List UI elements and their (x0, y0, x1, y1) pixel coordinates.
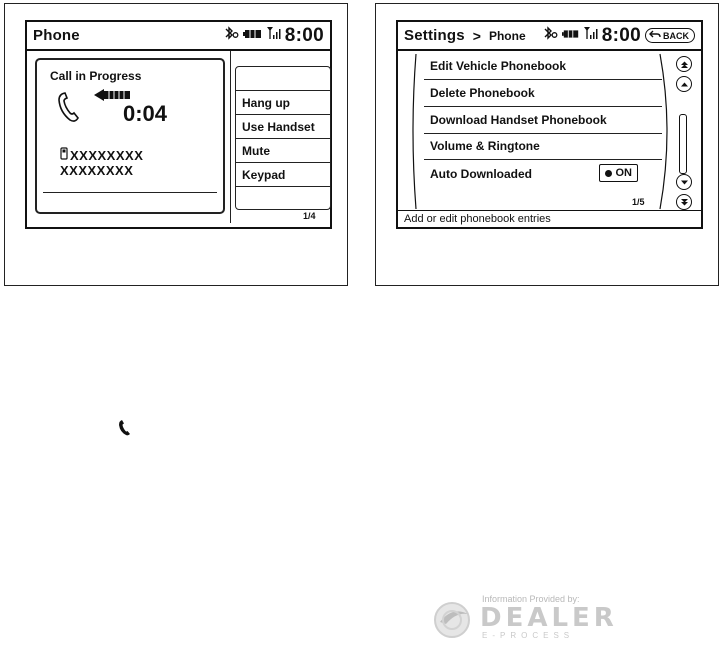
watermark (432, 594, 632, 642)
vertical-divider (230, 51, 231, 223)
watermark-brand: DEALER (480, 603, 618, 633)
call-info-box (35, 58, 225, 214)
watermark-tagline: E-PROCESS (482, 631, 575, 640)
list-item-label: Edit Vehicle Phonebook (430, 59, 567, 73)
bluetooth-icon (223, 26, 239, 45)
toggle-value: ON (615, 167, 632, 179)
phone-settings-panel (375, 3, 719, 286)
list-item-label: Delete Phonebook (430, 86, 535, 100)
screen-title: Settings (404, 27, 465, 44)
mobile-icon (60, 147, 68, 163)
phone-call-panel (4, 3, 348, 286)
mute-button[interactable]: Mute (236, 139, 330, 163)
double-up-arrow-icon (680, 60, 689, 69)
watermark-caption: Information Provided by: (482, 594, 580, 604)
page-indicator: 1/5 (632, 197, 645, 207)
divider (424, 159, 662, 160)
phone-screen (25, 20, 332, 229)
clock: 8:00 (601, 24, 641, 46)
settings-header (398, 22, 701, 51)
list-item-delete-phonebook[interactable] (430, 80, 652, 106)
list-item-label: Download Handset Phonebook (430, 113, 607, 127)
dealer-logo-icon (432, 600, 476, 645)
back-label: BACK (663, 30, 689, 41)
double-down-arrow-icon (680, 198, 689, 207)
menu-item-empty (236, 67, 330, 91)
call-options-menu (235, 66, 331, 210)
scroll-top-button[interactable] (676, 56, 692, 72)
use-handset-button[interactable]: Use Handset (236, 115, 330, 139)
handset-icon (57, 90, 81, 129)
list-item-download-phonebook[interactable] (430, 107, 652, 133)
auto-download-toggle[interactable] (599, 164, 639, 182)
scrollbar[interactable] (679, 114, 687, 174)
call-status-label: Call in Progress (50, 69, 142, 83)
scroll-controls (674, 56, 696, 196)
help-text-label: Add or edit phonebook entries (404, 213, 551, 225)
caller-name: XXXXXXXX (60, 163, 134, 178)
list-item-edit-phonebook[interactable] (430, 53, 652, 79)
back-button[interactable] (645, 28, 695, 43)
help-text (398, 210, 701, 227)
phone-handset-icon (118, 419, 132, 442)
breadcrumb-current: Phone (488, 28, 526, 43)
clock: 8:00 (284, 24, 324, 46)
bluetooth-icon (542, 26, 558, 45)
scroll-bottom-button[interactable] (676, 194, 692, 210)
hang-up-button[interactable]: Hang up (236, 91, 330, 115)
keypad-button[interactable]: Keypad (236, 163, 330, 187)
caller-number-line1 (60, 147, 143, 163)
menu-item-empty (236, 187, 330, 210)
status-bar (223, 25, 324, 47)
divider (43, 192, 217, 193)
signal-icon (267, 27, 281, 45)
scroll-up-button[interactable] (676, 76, 692, 92)
page-indicator: 1/4 (303, 211, 316, 221)
phone-header (27, 22, 330, 51)
list-item-auto-downloaded[interactable] (430, 161, 652, 187)
list-item-label: Volume & Ringtone (430, 139, 540, 153)
back-arrow-icon (649, 30, 661, 41)
caller-number: XXXXXXXX (70, 147, 144, 163)
settings-list (412, 53, 670, 209)
up-arrow-icon (680, 80, 689, 89)
scroll-down-button[interactable] (676, 174, 692, 190)
list-item-volume-ringtone[interactable] (430, 133, 652, 159)
indicator-dot-icon (605, 170, 612, 177)
status-bar (542, 25, 695, 47)
battery-icon (562, 27, 580, 45)
call-duration: 0:04 (123, 101, 168, 126)
screen-title: Phone (33, 27, 80, 44)
list-item-label: Auto Downloaded (430, 167, 532, 181)
settings-screen (396, 20, 703, 229)
battery-icon (243, 27, 263, 45)
down-arrow-icon (680, 178, 689, 187)
signal-icon (584, 27, 598, 45)
breadcrumb-separator: > (472, 27, 481, 44)
